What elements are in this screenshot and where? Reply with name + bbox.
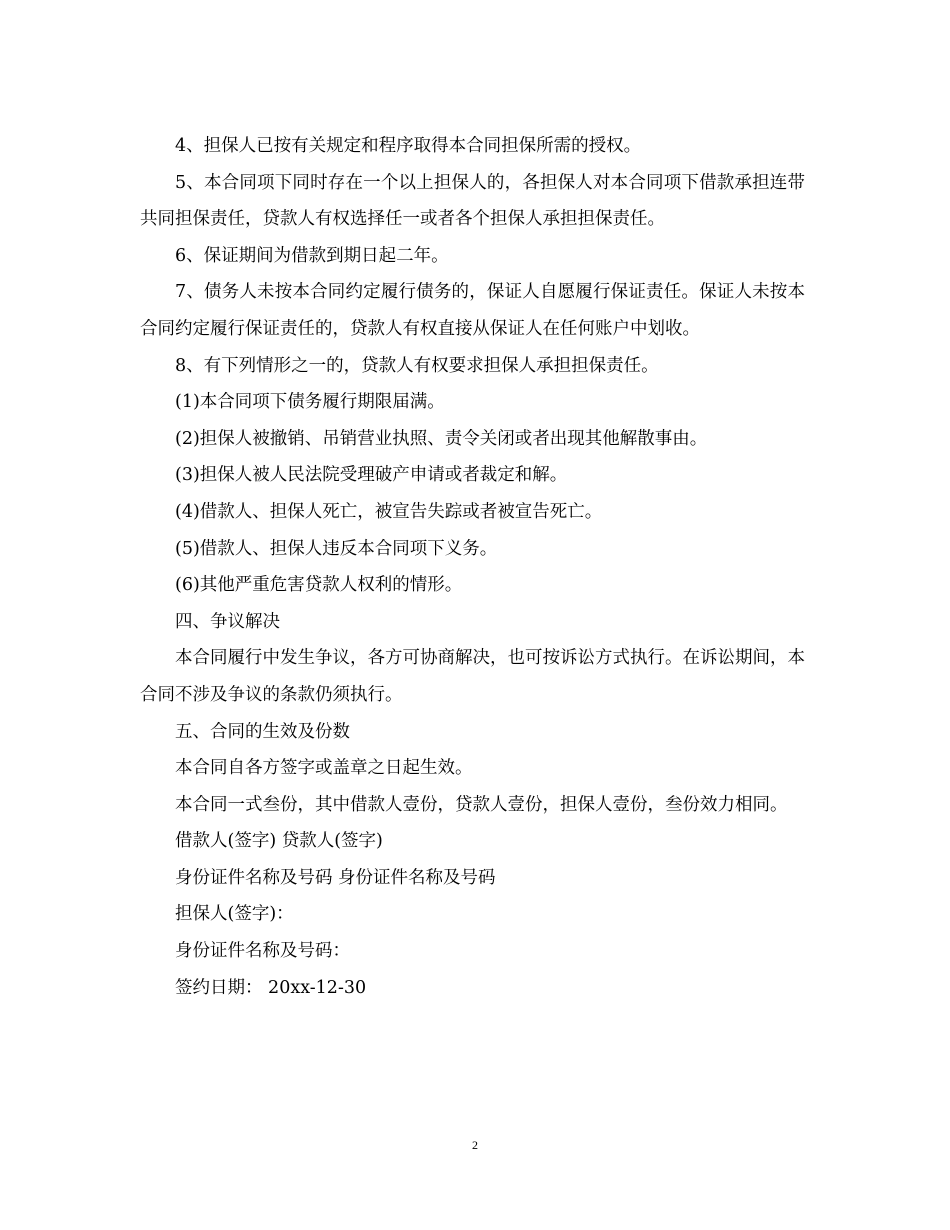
document-body <box>140 128 805 1006</box>
clause-7: 7、债务人未按本合同约定履行债务的，保证人自愿履行保证责任。保证人未按本合同约定履行保证责任的，贷款人有权直接从保证人在任何账户中划收。 <box>140 282 805 339</box>
clause-5: 5、本合同项下同时存在一个以上担保人的，各担保人对本合同项下借款承担连带共同担保责任，贷款人有权选择任一或者各个担保人承担担保责任。 <box>140 172 805 230</box>
effect-text: 本合同自各方签字或盖章之日起生效。 <box>175 758 473 779</box>
list-item: (3)担保人被人民法院受理破产申请或者裁定和解。 <box>175 465 568 486</box>
id-guarantor: 身份证件名称及号码： <box>175 941 350 962</box>
list-item: (5)借款人、担保人违反本合同项下义务。 <box>175 538 498 559</box>
dispute-text: 本合同履行中发生争议，各方可协商解决，也可按诉讼方式执行。在诉讼期间，本合同不涉及争议的条款仍须执行。 <box>140 648 805 705</box>
clause-4: 4、担保人已按有关规定和程序取得本合同担保所需的授权。 <box>175 136 642 156</box>
page-number: 2 <box>472 1138 478 1152</box>
signature-borrower-lender: 借款人(签字) 贷款人(签字) <box>175 831 383 852</box>
list-item: (4)借款人、担保人死亡，被宣告失踪或者被宣告死亡。 <box>175 501 603 522</box>
id-borrower-lender: 身份证件名称及号码 身份证件名称及号码 <box>175 867 496 888</box>
section-heading-effect: 五、合同的生效及份数 <box>175 721 350 742</box>
section-heading-dispute: 四、争议解决 <box>175 611 280 632</box>
list-item: (6)其他严重危害贷款人权利的情形。 <box>175 575 463 596</box>
signing-date: 签约日期： 20xx-12-30 <box>175 977 367 998</box>
copies-text: 本合同一式叁份，其中借款人壹份，贷款人壹份，担保人壹份，叁份效力相同。 <box>175 794 788 815</box>
signature-guarantor: 担保人(签字)： <box>175 904 294 925</box>
clause-8: 8、有下列情形之一的，贷款人有权要求担保人承担担保责任。 <box>175 355 659 376</box>
clause-6: 6、保证期间为借款到期日起二年。 <box>175 245 449 266</box>
list-item: (2)担保人被撤销、吊销营业执照、责令关闭或者出现其他解散事由。 <box>175 428 708 449</box>
list-item: (1)本合同项下债务履行期限届满。 <box>175 392 445 413</box>
